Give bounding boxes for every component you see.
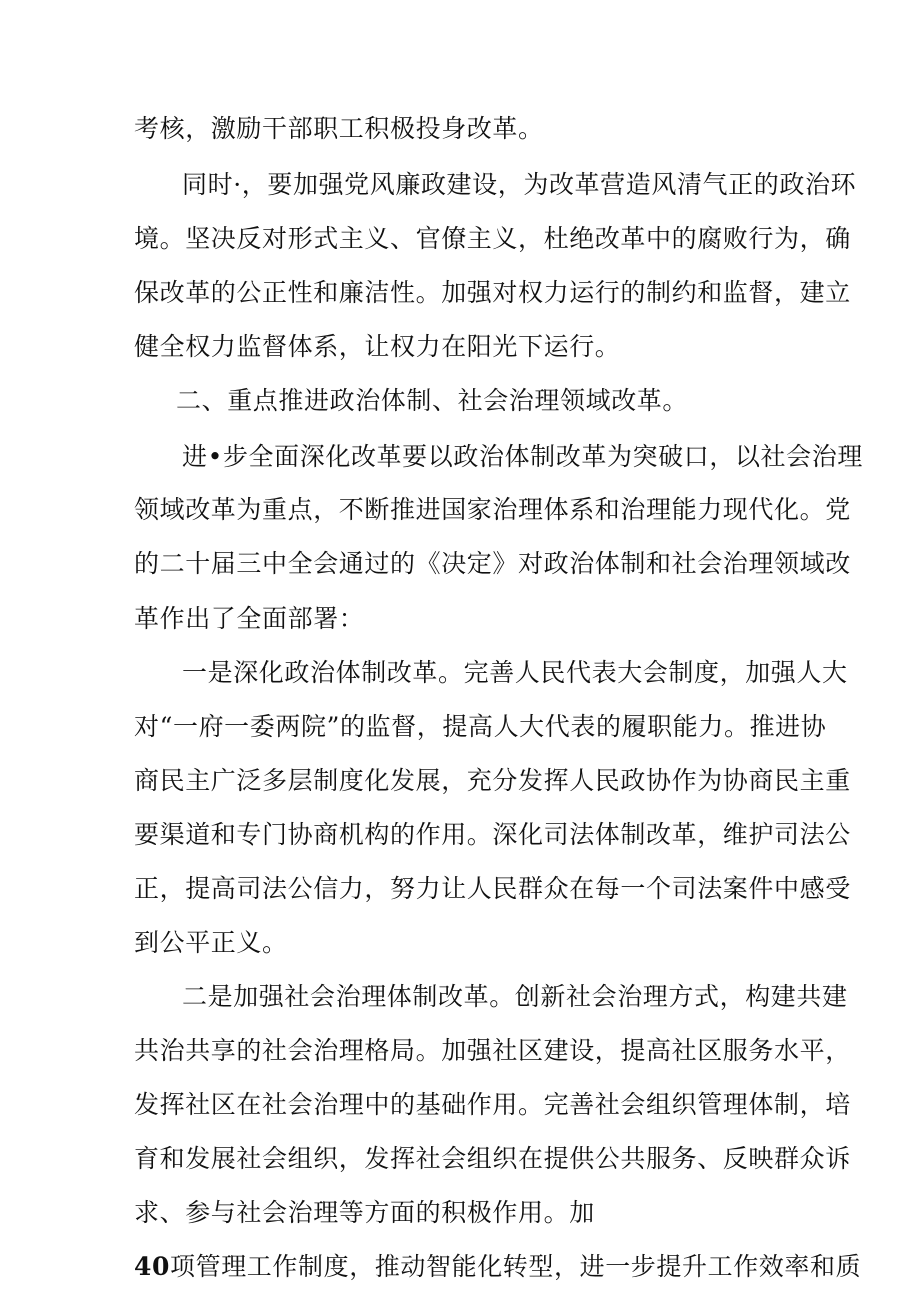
text-line: 革作出了全面部署： xyxy=(134,604,365,633)
text-line: 境。坚决反对形式主义、官僚主义，杜绝改革中的腐败行为，确 xyxy=(134,224,851,253)
text-line: 的二十届三中全会通过的《决定》对政治体制和社会治理领域改 xyxy=(134,549,851,578)
text-line: 共治共享的社会治理格局。加强社区建设，提高社区服务水平， xyxy=(134,1036,851,1065)
text-line: 发挥社区在社会治理中的基础作用。完善社会组织管理体制，培 xyxy=(134,1090,851,1119)
text-line: 商民主广泛多层制度化发展，充分发挥人民政协作为协商民主重 xyxy=(134,766,851,795)
paragraph-start-line: 二是加强社会治理体制改革。创新社会治理方式，构建共建 xyxy=(182,982,848,1011)
text-line: 到公平正义。 xyxy=(134,928,288,957)
last-line-text: 项管理工作制度，推动智能化转型，进一步提升工作效率和质 xyxy=(170,1252,862,1281)
text-line: 考核，激励干部职工积极投身改革。 xyxy=(134,114,544,143)
text-line-last xyxy=(134,1252,861,1282)
paragraph-start-line: 一是深化政治体制改革。完善人民代表大会制度，加强人大 xyxy=(182,658,848,687)
text-line: 正，提高司法公信力，努力让人民群众在每一个司法案件中感受 xyxy=(134,874,851,903)
text-line: 要渠道和专门协商机构的作用。深化司法体制改革，维护司法公 xyxy=(134,820,851,849)
text-line: 保改革的公正性和廉洁性。加强对权力运行的制约和监督，建立 xyxy=(134,278,851,307)
text-line: 育和发展社会组织，发挥社会组织在提供公共服务、反映群众诉 xyxy=(134,1144,851,1173)
text-line: 领域改革为重点，不断推进国家治理体系和治理能力现代化。党 xyxy=(134,495,851,524)
text-line: 健全权力监督体系，让权力在阳光下运行。 xyxy=(134,332,621,361)
text-line: 对“一府一委两院”的监督，提高人大代表的履职能力。推进协 xyxy=(134,712,827,741)
section-heading: 二、重点推进政治体制、社会治理领域改革。 xyxy=(176,386,689,415)
text-line: 求、参与社会治理等方面的积极作用。加 xyxy=(134,1198,595,1227)
paragraph-start-line: 进•步全面深化改革要以政治体制改革为突破口，以社会治理 xyxy=(182,442,863,471)
paragraph-start-line: 同时·，要加强党风廉政建设，为改革营造风清气正的政治环 xyxy=(182,170,857,199)
item-count-number: 40 xyxy=(134,1252,170,1281)
